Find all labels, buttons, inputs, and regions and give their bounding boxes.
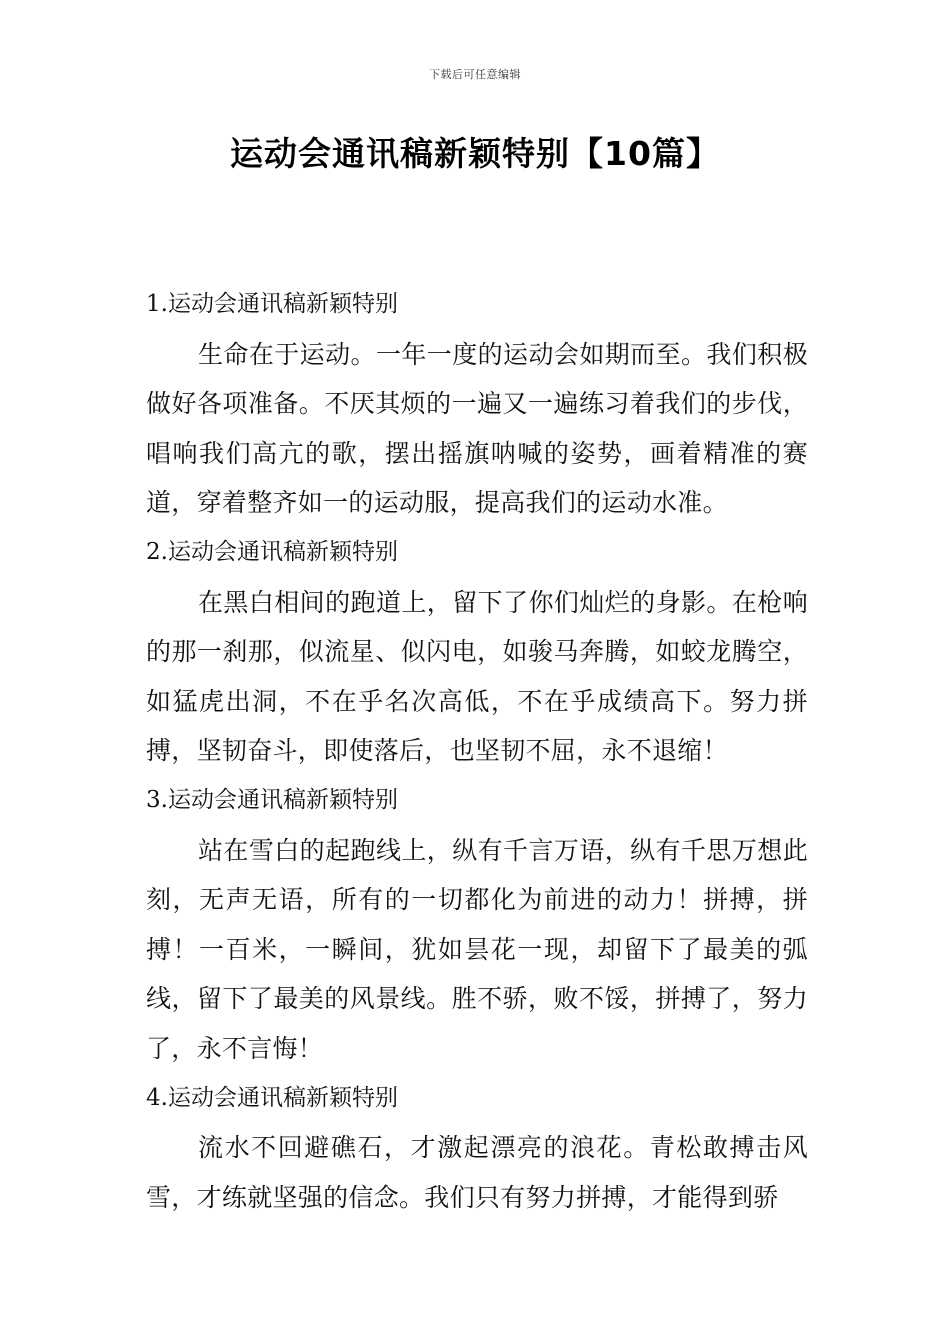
section-body: 流水不回避礁石，才激起漂亮的浪花。青松敢搏击风雪，才练就坚强的信念。我们只有努力拼搏，才能得到骄 (146, 1133, 808, 1212)
section-heading: 2.运动会通讯稿新颖特别 (146, 538, 398, 565)
header-note: 下载后可任意编辑 (429, 68, 521, 81)
document-title: 运动会通讯稿新颖特别【10篇】 (230, 134, 720, 173)
section-heading: 4.运动会通讯稿新颖特别 (146, 1084, 398, 1111)
section-body: 生命在于运动。一年一度的运动会如期而至。我们积极做好各项准备。不厌其烦的一遍又一遍练习着我们的步伐，唱响我们高亢的歌，摆出摇旗呐喊的姿势，画着精准的赛道，穿着整齐如一的运动服，提高我们的运动水准。 (146, 339, 808, 518)
section-heading: 3.运动会通讯稿新颖特别 (146, 786, 398, 813)
document-content (146, 280, 808, 1222)
section-3 (146, 776, 808, 1074)
section-body: 在黑白相间的跑道上，留下了你们灿烂的身影。在枪响的那一刹那，似流星、似闪电，如骏马奔腾，如蛟龙腾空，如猛虎出洞，不在乎名次高低，不在乎成绩高下。努力拼搏，坚韧奋斗，即使落后，也坚韧不屈，永不退缩！ (146, 587, 808, 766)
section-body: 站在雪白的起跑线上，纵有千言万语，纵有千思万想此刻，无声无语，所有的一切都化为前进的动力！拼搏，拼搏！一百米，一瞬间，犹如昙花一现，却留下了最美的弧线，留下了最美的风景线。胜不骄，败不馁，拼搏了，努力了，永不言悔！ (146, 835, 808, 1063)
section-2 (146, 528, 808, 776)
section-1 (146, 280, 808, 528)
section-heading: 1.运动会通讯稿新颖特别 (146, 291, 398, 317)
section-4 (146, 1074, 808, 1223)
